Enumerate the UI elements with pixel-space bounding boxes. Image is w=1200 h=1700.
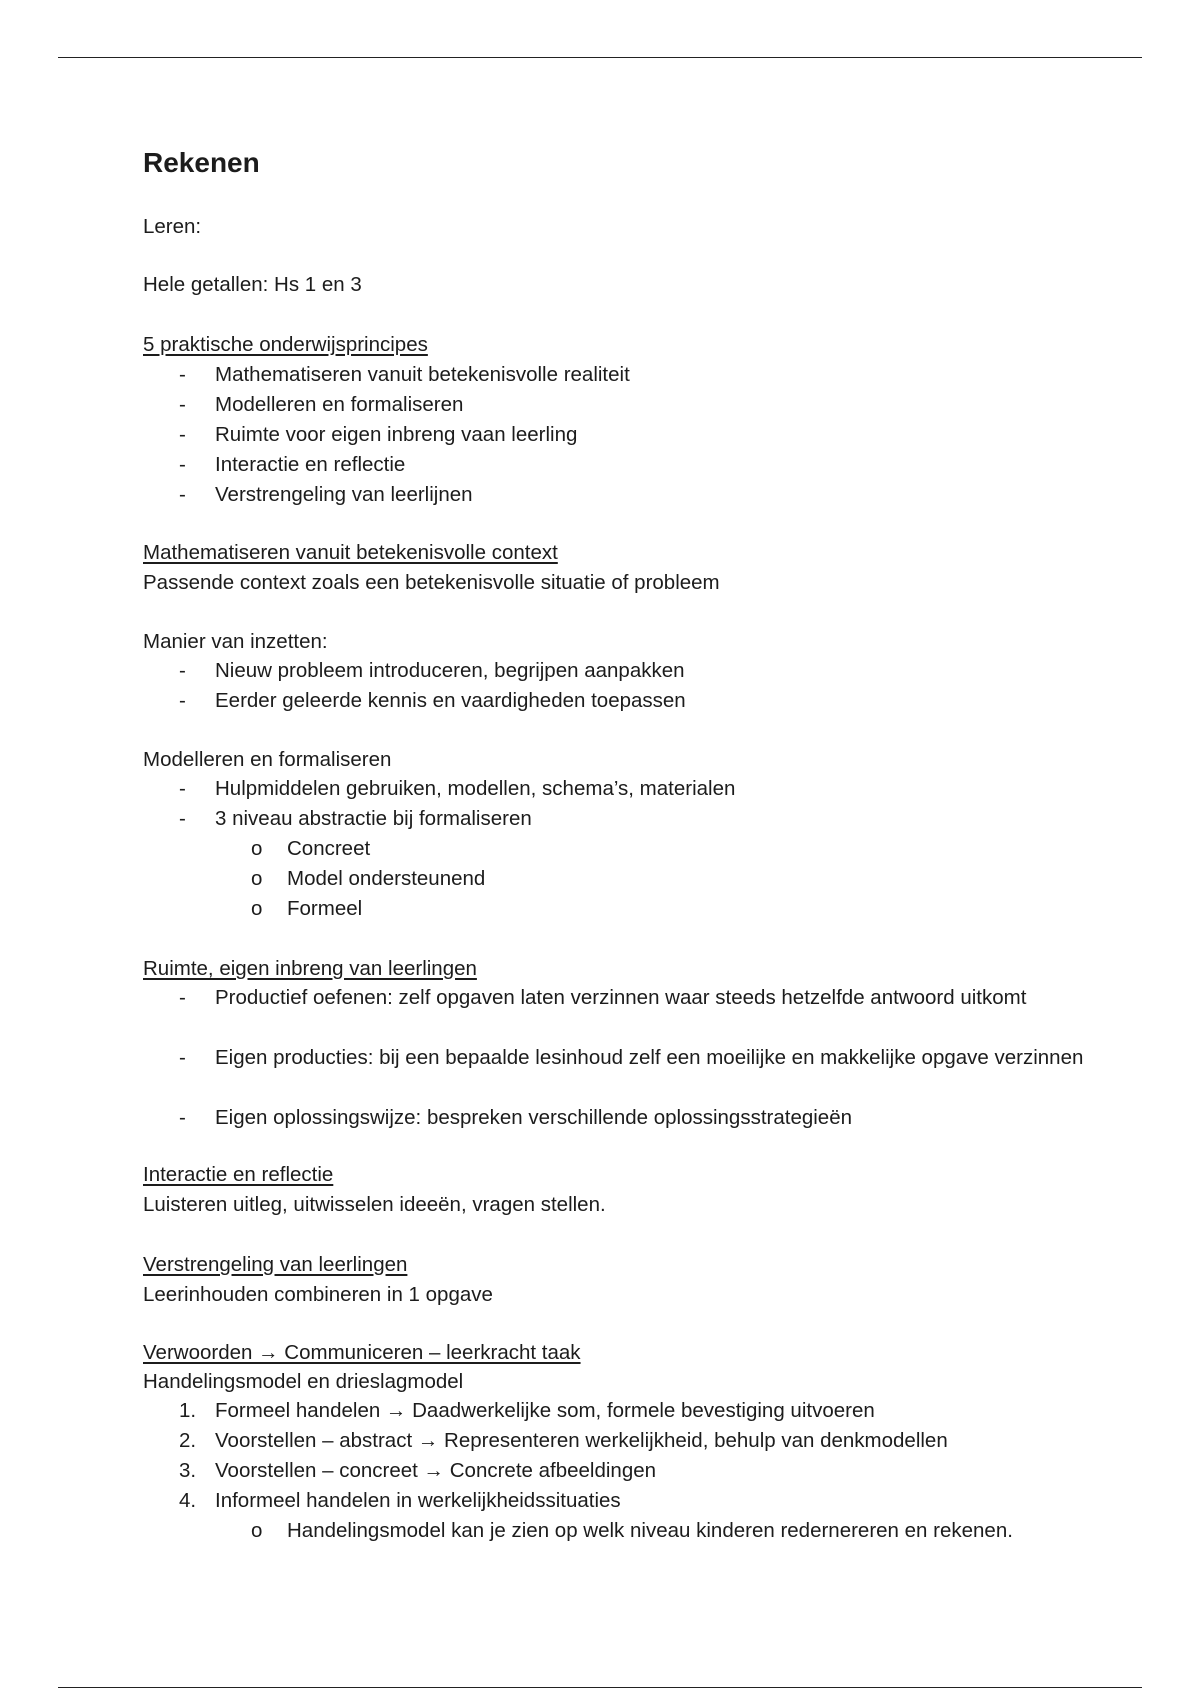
number-marker: 3. (179, 1459, 197, 1482)
bullet-dash: - (179, 1106, 186, 1129)
bullet-dash: - (179, 363, 186, 386)
manier-heading: Manier van inzetten: (143, 630, 328, 653)
modelleren-heading: Modelleren en formaliseren (143, 748, 392, 771)
interactie-text: Luisteren uitleg, uitwisselen ideeën, vragen stellen. (143, 1193, 606, 1216)
bullet-dash: - (179, 807, 186, 830)
bullet-circle: o (251, 1519, 263, 1542)
bullet-dash: - (179, 453, 186, 476)
document-title: Rekenen (143, 147, 260, 178)
bullet-circle: o (251, 897, 263, 920)
verstrengeling-text: Leerinhouden combineren in 1 opgave (143, 1283, 493, 1306)
number-marker: 2. (179, 1429, 197, 1452)
leren-label: Leren: (143, 215, 202, 238)
bullet-dash: - (179, 1046, 186, 1069)
bullet-circle: o (251, 837, 263, 860)
bullet-circle: o (251, 867, 263, 890)
number-marker: 1. (179, 1399, 197, 1422)
bullet-dash: - (179, 393, 186, 416)
ruimte-heading: Ruimte, eigen inbreng van leerlingen (143, 957, 477, 980)
mathematiseren-text: Passende context zoals een betekenisvolle situatie of probleem (143, 571, 720, 594)
bullet-dash: - (179, 986, 186, 1009)
bullet-dash: - (179, 659, 186, 682)
number-marker: 4. (179, 1489, 197, 1512)
mathematiseren-heading: Mathematiseren vanuit betekenisvolle context (143, 541, 558, 564)
header-rule (58, 57, 1142, 58)
bullet-dash: - (179, 689, 186, 712)
interactie-heading: Interactie en reflectie (143, 1163, 334, 1186)
principles-heading: 5 praktische onderwijsprincipes (143, 333, 428, 356)
bullet-dash: - (179, 777, 186, 800)
hele-getallen-line: Hele getallen: Hs 1 en 3 (143, 273, 362, 296)
verstrengeling-heading: Verstrengeling van leerlingen (143, 1253, 408, 1276)
verwoorden-heading: Verwoorden → Communiceren – leerkracht taak (143, 1341, 581, 1364)
footer-rule (58, 1687, 1142, 1688)
bullet-dash: - (179, 423, 186, 446)
verwoorden-subheading: Handelingsmodel en drieslagmodel (143, 1370, 464, 1393)
bullet-dash: - (179, 483, 186, 506)
